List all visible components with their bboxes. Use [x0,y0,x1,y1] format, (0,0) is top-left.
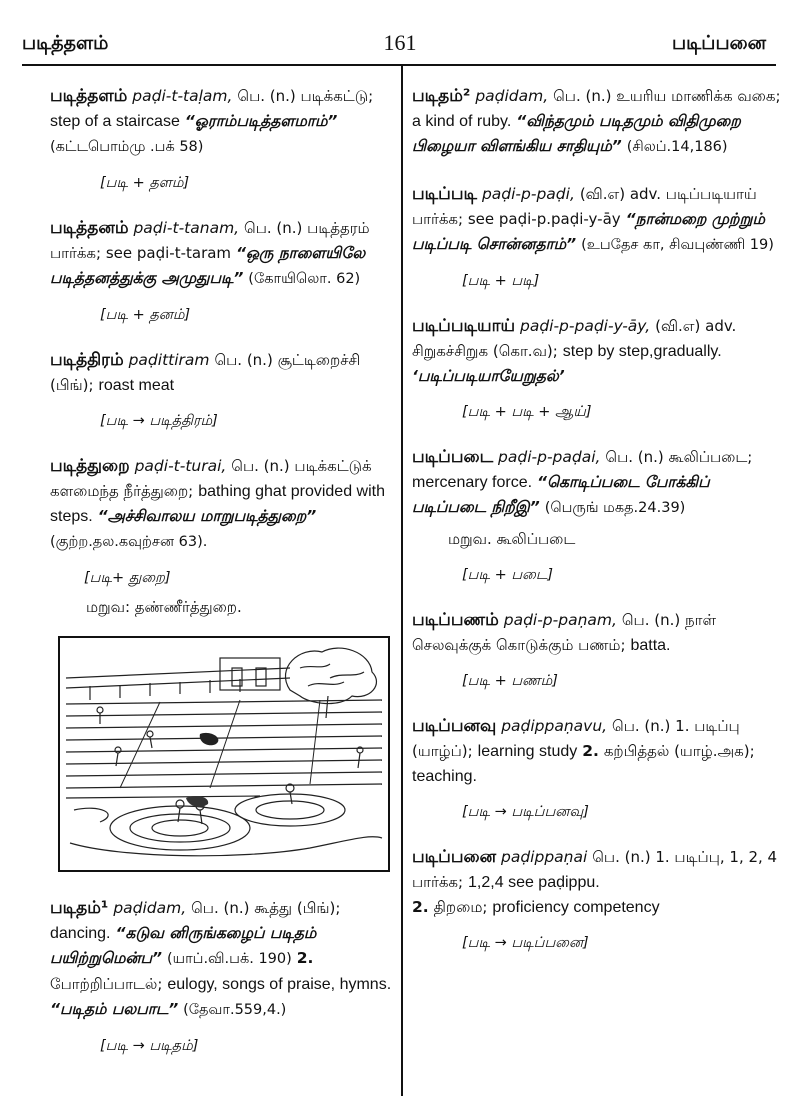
citation: (கட்டபொம்மு .பக் 58) [50,139,204,155]
transliteration: paḍidam, [475,87,549,105]
quotation: ‘படிப்படியாயேறுதல்’ [412,367,565,385]
grammar-definition: பெ. (n.) படிக்கட்டுக் களமைந்த நீர்த்துறை; [50,457,372,500]
transliteration: paḍippaṇavu, [501,717,608,735]
headword: படிப்படை [412,447,494,467]
dictionary-entry [412,314,784,423]
dictionary-entry [412,445,784,586]
dictionary-entry [412,845,784,954]
headword: படிப்பனவு [412,716,497,736]
citation: (யாப்.வி.பக். 190) [166,951,292,967]
sense-number: 2. [412,898,429,916]
page-header [0,0,800,64]
etymology: [படி + படி + ஆய்] [462,404,592,420]
grammar-definition: பெ. (n.) கூத்து (பிங்); [191,899,341,917]
headword: படித்தனம் [50,218,129,238]
english-gloss: a kind of ruby. [412,113,512,130]
grammar-definition: பெ. (n.) படிக்கட்டு; [237,87,374,105]
quotation: “கொடிப்படை போக்கிப் படிப்படை நிறீஇ” [412,473,710,516]
headword: படிப்பனை [412,847,497,867]
english-gloss: step by step,gradually. [562,343,722,360]
quotation: “ஒரு நாளையிலே படித்தனத்துக்கு அமுதுபடி” [50,244,366,287]
english-gloss: bathing ghat provided with steps. [50,483,385,525]
quotation: “படிதம் பலபாட” [50,1000,179,1018]
transliteration: paḍittiram [128,351,210,369]
headword: படித்துறை [50,456,130,476]
etymology: [படி + படி] [462,273,540,289]
transliteration: paḍippaṇai [501,848,588,866]
sense-number: 2. [296,949,314,967]
headword: படிதம்² [412,86,471,106]
sense-english-gloss: proficiency competency [492,899,660,916]
sense-definition: கற்பித்தல் (யாழ்.அக); [603,742,755,760]
header-right-guideword: படிப்பனை [672,32,766,54]
grammar-definition: பெ. (n.) 1. படிப்பு (யாழ்ப்); [412,717,740,760]
quotation: “அச்சிவாலய மாறுபடித்துறை” [97,507,317,525]
english-gloss: step of a staircase [50,113,180,130]
synonym: மறுவ: தண்ணீர்த்துறை. [86,598,242,616]
sense-definition: திறமை; [433,898,488,916]
grammar-definition: பெ. (n.) படித்தரம் பார்க்க; see paḍi-t-taram [50,219,370,262]
dictionary-entry [412,182,784,292]
quotation: “விந்தமும் படிதமும் விதிமுறை பிழையா விளங்கிய சாதியும்” [412,112,741,155]
grammar-definition: பெ. (n.) சூட்டிறைச்சி (பிங்); [50,351,361,394]
citation: (கோயிலொ. 62) [248,271,361,287]
dictionary-entry [412,84,784,160]
english-gloss: mercenary force. [412,474,533,491]
headword: படிப்படியாய் [412,316,516,336]
headword: படித்தளம் [50,86,128,106]
grammar-definition: பெ. (n.) நாள் செலவுக்குக் கொடுக்கும் பணம்; [412,611,716,654]
english-gloss: 1,2,4 see paḍippu. [468,874,600,891]
headword: படிப்பணம் [412,610,499,630]
quotation: “கடுவ னிருங்கழைப் படிதம் பயிற்றுமென்ப” [50,924,317,967]
english-gloss: batta. [630,637,671,654]
bathing-ghat-illustration [58,636,390,872]
header-rule [22,64,776,66]
etymology: [படி+ துறை] [84,570,171,586]
right-column [412,84,784,976]
etymology: [படி → படித்திரம்] [100,413,218,429]
etymology: [படி → படிப்பனவு] [462,804,589,820]
synonym: மறுவ. கூலிப்படை [448,530,576,548]
citation: (தேவா.559,4.) [183,1002,287,1018]
page-number: 161 [383,30,417,55]
citation: (குற்ற.தல.கவுற்சன 63). [50,534,208,550]
etymology: [படி + பணம்] [462,673,558,689]
citation: (உபதேச கா, சிவபுண்ணி 19) [581,237,774,253]
citation: (சிலப்.14,186) [626,139,728,155]
grammar-definition: பெ. (n.) கூலிப்படை; [605,448,753,466]
left-column [50,84,395,1079]
transliteration: paḍi-p-paḍai, [498,448,601,466]
grammar-definition: பெ. (n.) உயரிய மாணிக்க வகை; [553,87,781,105]
headword: படிப்படி [412,184,478,204]
transliteration: paḍi-p-paḍi-y-āy, [519,317,651,335]
etymology: [படி → படிப்பனை] [462,935,589,951]
dictionary-entry [50,348,395,432]
grammar-definition: பெ. (n.) 1. படிப்பு, 1, 2, 4 பார்க்க; [412,848,778,891]
transliteration: paḍi-p-paṇam, [503,611,617,629]
etymology: [படி → படிதம்] [100,1038,199,1054]
english-gloss: learning study [477,743,578,760]
citation: (பெருங் மகத.24.39) [544,500,686,516]
sense-definition: போற்றிப்பாடல்; [50,975,163,993]
grammar-definition: (வி.எ) adv. படிப்படியாய் பார்க்க; see paḍi-p.paḍi-y-āy [412,185,757,228]
english-gloss: roast meat [98,377,175,394]
headword: படிதம்¹ [50,898,109,918]
bathing-ghat-drawing [60,638,388,870]
sense-english-gloss: eulogy, songs of praise, hymns. [167,976,392,993]
etymology: [படி + தனம்] [100,307,191,323]
dictionary-entry [412,608,784,692]
dictionary-entry [50,216,395,326]
etymology: [படி + தளம்] [100,175,190,191]
dictionary-entry [50,84,395,194]
header-left-guideword: படித்தளம் [22,32,109,54]
transliteration: paḍi-t-tanam, [133,219,240,237]
headword: படித்திரம் [50,350,124,370]
dictionary-entry [412,714,784,823]
column-divider [401,66,403,1096]
sense-number: 2. [582,742,599,760]
english-gloss: dancing. [50,925,111,942]
transliteration: paḍi-t-turai, [134,457,227,475]
grammar-definition: (வி.எ) adv. சிறுகச்சிறுக (கொ.வ); [412,317,737,360]
quotation: “நான்மறை முற்றும் படிப்படி சொன்னதாம்” [412,210,765,253]
etymology: [படி + படை] [462,567,554,583]
transliteration: paḍi-t-taḷam, [132,87,233,105]
sense-english-gloss: teaching. [412,768,477,785]
quotation: “ஓராம்படித்தளமாம்” [184,112,338,130]
dictionary-entry [50,454,395,620]
transliteration: paḍidam, [113,899,187,917]
dictionary-entry [50,896,395,1057]
transliteration: paḍi-p-paḍi, [481,185,575,203]
